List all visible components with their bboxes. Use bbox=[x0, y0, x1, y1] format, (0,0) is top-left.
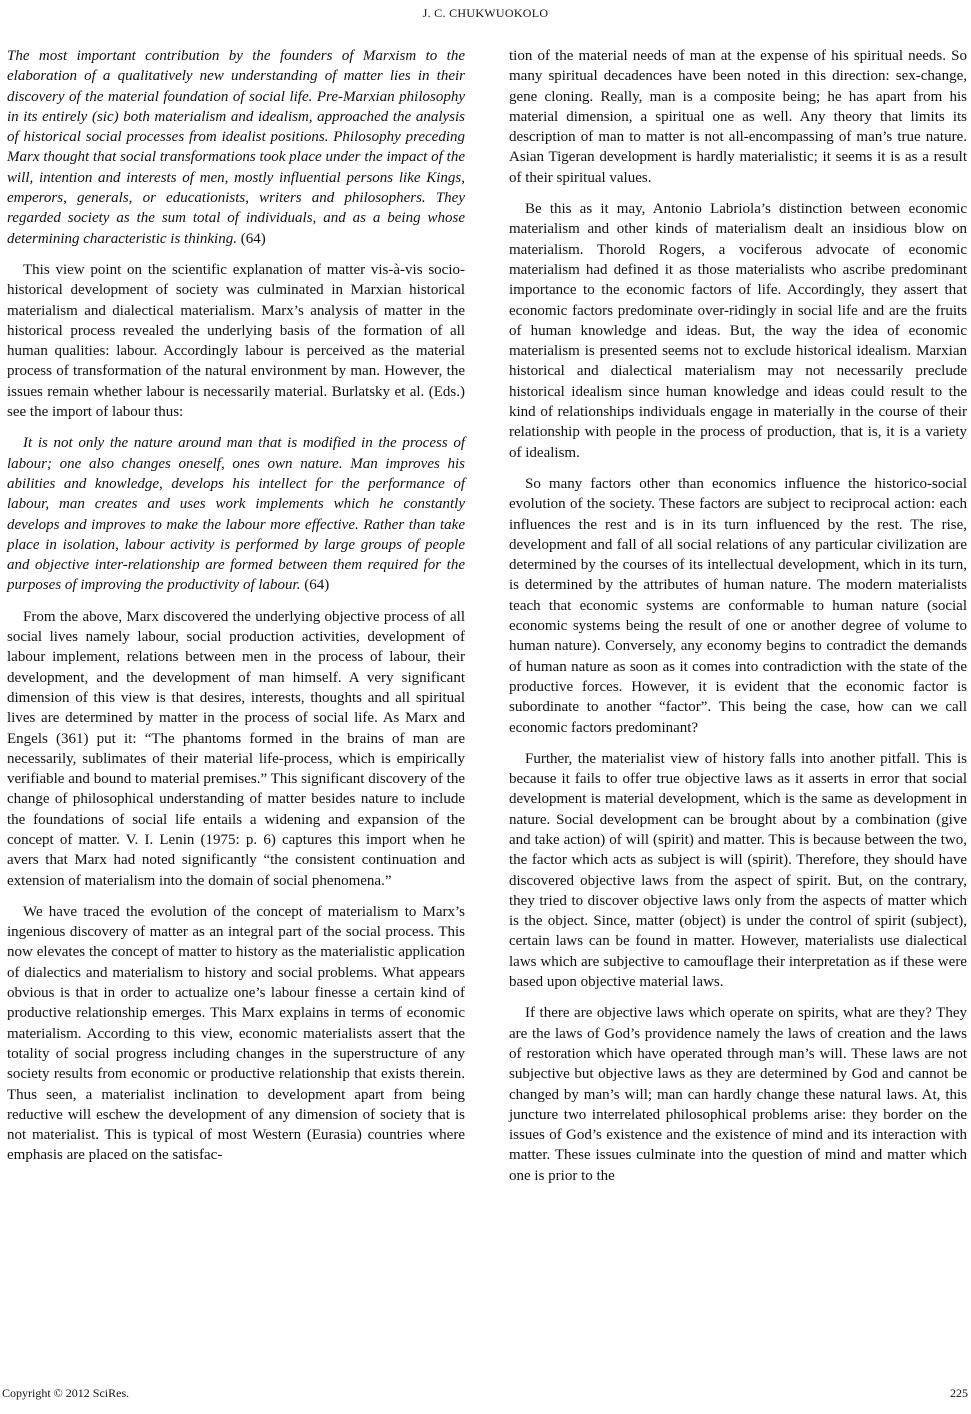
paragraph: So many factors other than economics influence the historico-social evolution of the society. These factors are subject to reciprocal action: each influences the rest and is in its turn influenced by the rest. The rise, development and fall of all social relations of any particular civilization are determined by the courses of its intellectual development, which in its turn, is determined by the attributes of human nature. The modern materialists teach that economic systems are conformable to human nature (social economic systems being the result of one or another degree of volume to human nature). Conversely, any economy begins to contradict the demands of human nature as soon as it comes into contradiction with the state of the productive forces. However, it is evident that the economic factor is subordinate to another “factor”. This being the case, how can we call economic factors predominant? bbox=[509, 475, 967, 736]
paragraph: If there are objective laws which operate on spirits, what are they? They are the laws of God’s providence namely the laws of creation and the laws of restoration which have operated through man’s will. These laws are not subjective but objective laws as they are determined by God and cannot be changed by man’s will; man can hardly change these natural laws. At, this juncture two interrelated philosophical problems arise: they border on the issues of God’s existence and the existence of mind and its interaction with matter. These issues culminate into the question of mind and matter which one is prior to the bbox=[509, 1005, 967, 1184]
citation: (64) bbox=[240, 230, 266, 247]
citation: (64) bbox=[304, 577, 330, 594]
paragraph: tion of the material needs of man at the expense of his spiritual needs. So many spiritual decadences have been noted in this direction: sex-change, gene cloning. Really, man is a composite being; he has apart from his material dimension, a spiritual one as well. Any theory that limits its description of man to matter is not all-encompassing of man’s true nature. Asian Tigeran development is hardly materialistic; it seems it is as a result of their spiritual values. bbox=[509, 48, 967, 186]
paragraph: This view point on the scientific explanation of matter vis-à-vis socio-historical development of society was culminated in Marxian historical materialism and dialectical materialism. Marx’s analysis of matter in the historical process revealed the underlying basis of the formation of all human qualities: labour. Accordingly labour is perceived as the material process of transformation of the natural environment by man. However, the issues remain whether labour is necessarily material. Burlatsky et al. (Eds.) see the import of labour thus: bbox=[7, 261, 465, 421]
paragraph: We have traced the evolution of the concept of materialism to Marx’s ingenious discovery of matter as an integral part of the social process. This now elevates the concept of matter to history as the materialistic application of dialectics and materialism to history and social problems. What appears obvious is that in order to actualize one’s labour finesse a certain kind of productive relationship emerges. This Marx explains in terms of economic materialism. According to this view, economic materialists assert that the totality of social progress including changes in the superstructure of any society results from economic or productive relationship that exists therein. Thus seen, a materialist inclination to development apart from being reductive will eschew the development of any dimension of society that is not materialist. This is typical of most Western (Eurasia) countries where emphasis are placed on the satisfac- bbox=[7, 903, 465, 1164]
right-column bbox=[509, 46, 967, 1197]
paragraph: Further, the materialist view of history falls into another pitfall. This is because it fails to offer true objective laws as it asserts in error that social development is material development, which is the same as development in nature. Social development can be brought about by a combination (give and take action) of will (spirit) and matter. This is because between the two, the factor which acts as subject is will (spirit). Therefore, they should have discovered objective laws from the aspect of spirit. But, on the contrary, they tried to discover objective laws only from the aspects of matter which is the object. Since, matter (object) is under the control of spirit (subject), certain laws can be found in matter. However, materialists use dialectical laws which are subjective to camouflage their interpretation as if these were based upon objective material laws. bbox=[509, 750, 967, 991]
running-head: J. C. CHUKWUOKOLO bbox=[422, 6, 549, 20]
left-column bbox=[7, 46, 465, 1177]
paragraph: From the above, Marx discovered the underlying objective process of all social lives namely labour, social production activities, development of labour implement, relations between men in the process of labour, their development, and the development of man himself. A very significant dimension of this view is that desires, interests, thoughts and all spiritual lives are determined by matter in the process of social life. As Marx and Engels (361) put it: “The phantoms formed in the brains of man are necessarily, sublimates of their material life-process, which is empirically verifiable and bound to material premises.” This significant discovery of the change of philosophical understanding of matter besides nature to include the foundations of social life entails a widening and expansion of the concept of matter. V. I. Lenin (1975: p. 6) captures this import when he avers that Marx had noted significantly “the consistent continuation and extension of materialism into the domain of social phenomena.” bbox=[7, 608, 465, 889]
quote-text: The most important contribution by the founders of Marxism to the elaboration of a qualitatively new understanding of matter lies in their discovery of the material foundation of social life. Pre-Marxian philosophy in its entirely (sic) both materialism and idealism, approached the analysis of historical social processes from idealist positions. Philosophy preceding Marx thought that social transformations took place under the impact of the will, intention and interests of men, mostly influential persons like Kings, emperors, generals, or educationists, writers and philosophers. They regarded society as the sum total of individuals, and as a being whose determining characteristic is thinking. bbox=[7, 48, 465, 247]
block-quote bbox=[7, 46, 465, 249]
block-quote bbox=[7, 433, 465, 595]
quote-text: It is not only the nature around man that is modified in the process of labour; one also changes oneself, ones own nature. Man improves his abilities and knowledge, develops his intellect for the performance of labour, man creates and uses work implements which he constantly develops and improves to make the labour more effective. Rather than take place in isolation, labour activity is performed by large groups of people and objective inter-relationship are formed between them required for the purposes of improving the productivity of labour. bbox=[7, 435, 465, 594]
copyright-notice: Copyright © 2012 SciRes. bbox=[2, 1386, 130, 1400]
paragraph: Be this as it may, Antonio Labriola’s distinction between economic materialism and other kinds of materialism dealt an insidious blow on materialism. Thorold Rogers, a vociferous advocate of economic materialism had defined it as those materialists who ascribe predominant importance to the economic factors of life. Accordingly, they assert that economic factors predominate over-ridingly in social life and are the fruits of human knowledge and ideas. But, the way the idea of economic materialism is presented seems not to exclude historical idealism. Marxian historical and dialectical materialism may not necessarily preclude historical idealism since human knowledge and ideas could result to the kind of relationships individuals engage in materially in the course of their relationship with people in the process of production, that is, it is a variety of idealism. bbox=[509, 201, 967, 461]
page-number: 225 bbox=[950, 1386, 968, 1400]
